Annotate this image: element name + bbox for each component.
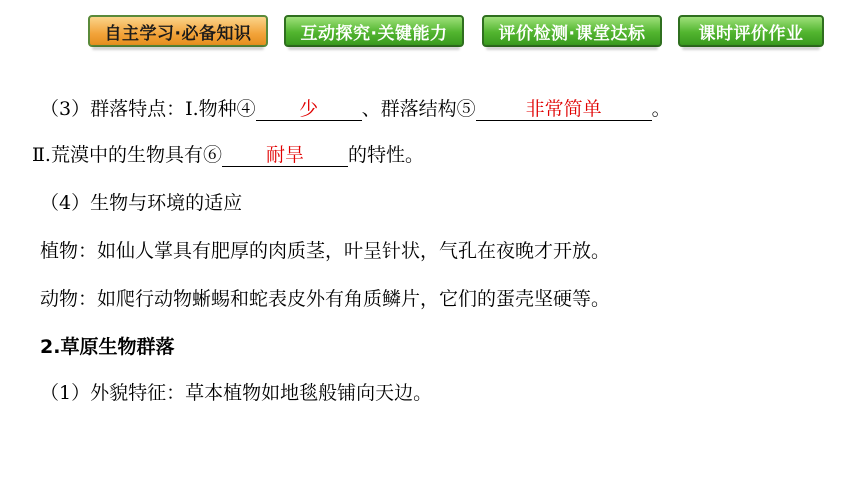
tab-homework[interactable]: 课时评价作业	[678, 15, 824, 47]
text-line-desert-organisms	[32, 140, 424, 167]
text-line-plants: 植物：如仙人掌具有肥厚的肉质茎，叶呈针状，气孔在夜晚才开放。	[40, 240, 611, 262]
text-segment: 、群落结构⑤	[361, 98, 476, 120]
text-segment: 。	[651, 98, 671, 120]
text-line-adaptation: （4）生物与环境的适应	[40, 192, 243, 214]
tab-self-study[interactable]: 自主学习·必备知识	[88, 15, 268, 47]
tab-interactive-inquiry[interactable]: 互动探究·关键能力	[284, 15, 464, 47]
answer-blank-species: 少	[256, 98, 362, 121]
answer-blank-structure: 非常简单	[476, 98, 652, 121]
answer-blank-drought: 耐旱	[222, 144, 348, 167]
text-segment: Ⅱ.荒漠中的生物具有⑥	[32, 144, 222, 166]
text-segment: （3）群落特点：Ⅰ.物种④	[40, 98, 256, 120]
text-line-community-features	[40, 94, 671, 121]
section-tabs	[88, 15, 824, 49]
section-heading-grassland: 2.草原生物群落	[40, 336, 175, 358]
text-line-animals: 动物：如爬行动物蜥蜴和蛇表皮外有角质鳞片，它们的蛋壳坚硬等。	[40, 288, 611, 310]
tab-classroom-assessment[interactable]: 评价检测·课堂达标	[482, 15, 662, 47]
text-line-appearance: （1）外貌特征：草本植物如地毯般铺向天边。	[40, 382, 433, 404]
text-segment: 的特性。	[347, 144, 424, 166]
